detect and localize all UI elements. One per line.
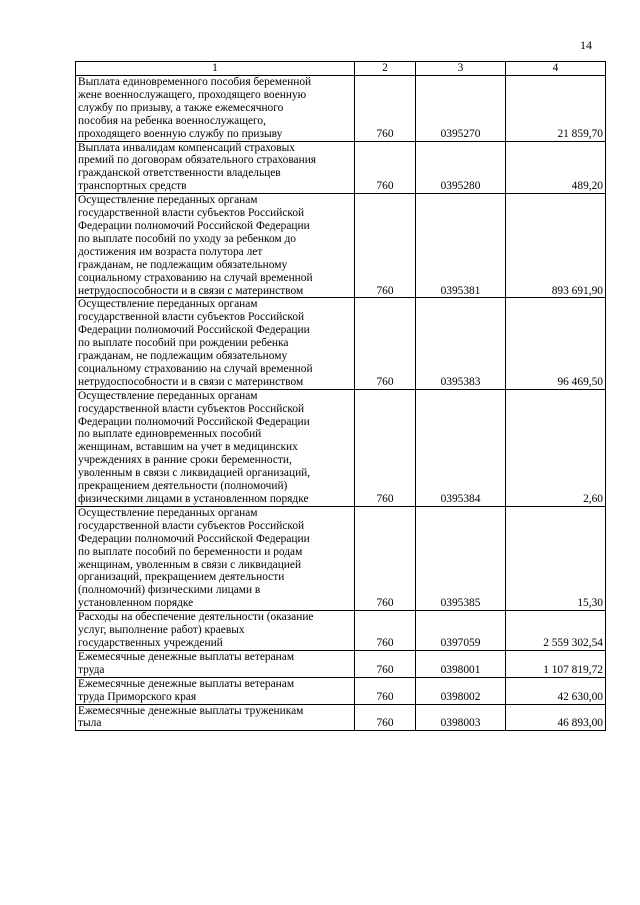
description-line: Выплата инвалидам компенсаций страховых <box>78 141 295 154</box>
table-header-row <box>76 62 606 76</box>
row-code: 760 <box>355 704 416 731</box>
description-line: проходящего военную службу по призыву <box>78 127 283 140</box>
row-amount: 21 859,70 <box>506 76 606 142</box>
row-code: 760 <box>355 194 416 298</box>
description-line: государственной власти субъектов Российской <box>78 402 305 415</box>
header-col-2: 2 <box>355 62 416 76</box>
description-line: Расходы на обеспечение деятельности (оказание <box>78 611 314 624</box>
row-code: 760 <box>355 298 416 389</box>
row-classification: 0395280 <box>416 141 506 194</box>
row-code: 760 <box>355 677 416 704</box>
header-col-4: 4 <box>506 62 606 76</box>
row-description <box>76 650 355 677</box>
row-code: 760 <box>355 141 416 194</box>
row-description <box>76 141 355 194</box>
row-classification: 0398003 <box>416 704 506 731</box>
row-description <box>76 76 355 142</box>
description-line: Ежемесячные денежные выплаты ветеранам <box>78 677 295 690</box>
description-line: гражданам, не подлежащим обязательному <box>78 350 288 363</box>
description-line: государственной власти субъектов Российской <box>78 311 305 324</box>
row-amount: 489,20 <box>506 141 606 194</box>
row-classification: 0395270 <box>416 76 506 142</box>
row-amount: 2,60 <box>506 389 606 506</box>
row-classification: 0395385 <box>416 506 506 610</box>
description-line: учреждениях в ранние сроки беременности, <box>78 454 292 467</box>
row-description <box>76 506 355 610</box>
description-line: по выплате пособий по беременности и родам <box>78 545 303 558</box>
row-classification: 0398002 <box>416 677 506 704</box>
description-line: по выплате пособий по уходу за ребенком до <box>78 232 296 245</box>
table-row <box>76 677 606 704</box>
page-number: 14 <box>580 38 592 52</box>
header-col-1: 1 <box>76 62 355 76</box>
row-description <box>76 611 355 651</box>
row-classification: 0398001 <box>416 650 506 677</box>
row-amount: 2 559 302,54 <box>506 611 606 651</box>
description-line: по выплате единовременных пособий <box>78 428 262 441</box>
description-line: Осуществление переданных органам <box>78 389 258 402</box>
table-row <box>76 298 606 389</box>
description-line: гражданам, не подлежащим обязательному <box>78 258 288 271</box>
description-line: государственных учреждений <box>78 636 223 649</box>
table-row <box>76 389 606 506</box>
description-line: Осуществление переданных органам <box>78 298 258 311</box>
header-col-3: 3 <box>416 62 506 76</box>
row-code: 760 <box>355 506 416 610</box>
description-line: тыла <box>78 717 102 730</box>
description-line: Федерации полномочий Российской Федерации <box>78 532 310 545</box>
table-row <box>76 194 606 298</box>
description-line: установленном порядке <box>78 597 194 610</box>
row-amount: 42 630,00 <box>506 677 606 704</box>
description-line: Федерации полномочий Российской Федерации <box>78 415 310 428</box>
description-line: государственной власти субъектов Российской <box>78 519 305 532</box>
row-classification: 0395384 <box>416 389 506 506</box>
description-line: услуг, выполнение работ) краевых <box>78 624 245 637</box>
description-line: транспортных средств <box>78 180 187 193</box>
description-line: женщинам, уволенным в связи с ликвидацией <box>78 558 302 571</box>
budget-table <box>75 61 606 731</box>
row-code: 760 <box>355 76 416 142</box>
description-line: социальному страхованию на случай временной <box>78 362 313 375</box>
description-line: социальному страхованию на случай временной <box>78 271 313 284</box>
table-row <box>76 76 606 142</box>
table-body <box>76 76 606 731</box>
table-row <box>76 141 606 194</box>
table-row <box>76 704 606 731</box>
row-classification: 0397059 <box>416 611 506 651</box>
description-line: труда <box>78 663 105 676</box>
row-amount: 893 691,90 <box>506 194 606 298</box>
row-description <box>76 298 355 389</box>
row-amount: 15,30 <box>506 506 606 610</box>
description-line: уволенным в связи с ликвидацией организаций, <box>78 467 311 480</box>
description-line: Осуществление переданных органам <box>78 506 258 519</box>
description-line: Осуществление переданных органам <box>78 194 258 207</box>
table-row <box>76 650 606 677</box>
description-line: (полномочий) физическими лицами в <box>78 584 261 597</box>
description-line: достижения им возраста полутора лет <box>78 245 263 258</box>
description-line: гражданской ответственности владельцев <box>78 167 281 180</box>
description-line: премий по договорам обязательного страхования <box>78 154 317 167</box>
description-line: Федерации полномочий Российской Федерации <box>78 324 310 337</box>
description-line: Выплата единовременного пособия беременной <box>78 76 312 88</box>
description-line: нетрудоспособности и в связи с материнством <box>78 375 304 388</box>
description-line: нетрудоспособности и в связи с материнством <box>78 284 304 297</box>
row-description <box>76 194 355 298</box>
description-line: труда Приморского края <box>78 690 197 703</box>
table-row <box>76 611 606 651</box>
row-amount: 1 107 819,72 <box>506 650 606 677</box>
description-line: пособия на ребенка военнослужащего, <box>78 114 266 127</box>
description-line: Ежемесячные денежные выплаты труженикам <box>78 704 304 717</box>
table-row <box>76 506 606 610</box>
row-code: 760 <box>355 650 416 677</box>
description-line: женщинам, вставшим на учет в медицинских <box>78 441 298 454</box>
description-line: службу по призыву, а также ежемесячного <box>78 101 284 114</box>
description-line: Федерации полномочий Российской Федерации <box>78 219 310 232</box>
row-amount: 96 469,50 <box>506 298 606 389</box>
description-line: Ежемесячные денежные выплаты ветеранам <box>78 650 295 663</box>
row-classification: 0395381 <box>416 194 506 298</box>
row-classification: 0395383 <box>416 298 506 389</box>
row-code: 760 <box>355 611 416 651</box>
row-description <box>76 704 355 731</box>
row-description <box>76 389 355 506</box>
description-line: организаций, прекращением деятельности <box>78 571 285 584</box>
description-line: по выплате пособий при рождении ребенка <box>78 337 289 350</box>
row-code: 760 <box>355 389 416 506</box>
description-line: жене военнослужащего, проходящего военную <box>78 88 307 101</box>
row-description <box>76 677 355 704</box>
description-line: государственной власти субъектов Российской <box>78 207 305 220</box>
description-line: физическими лицами в установленном порядке <box>78 493 309 505</box>
row-amount: 46 893,00 <box>506 704 606 731</box>
description-line: прекращением деятельности (полномочий) <box>78 480 288 493</box>
